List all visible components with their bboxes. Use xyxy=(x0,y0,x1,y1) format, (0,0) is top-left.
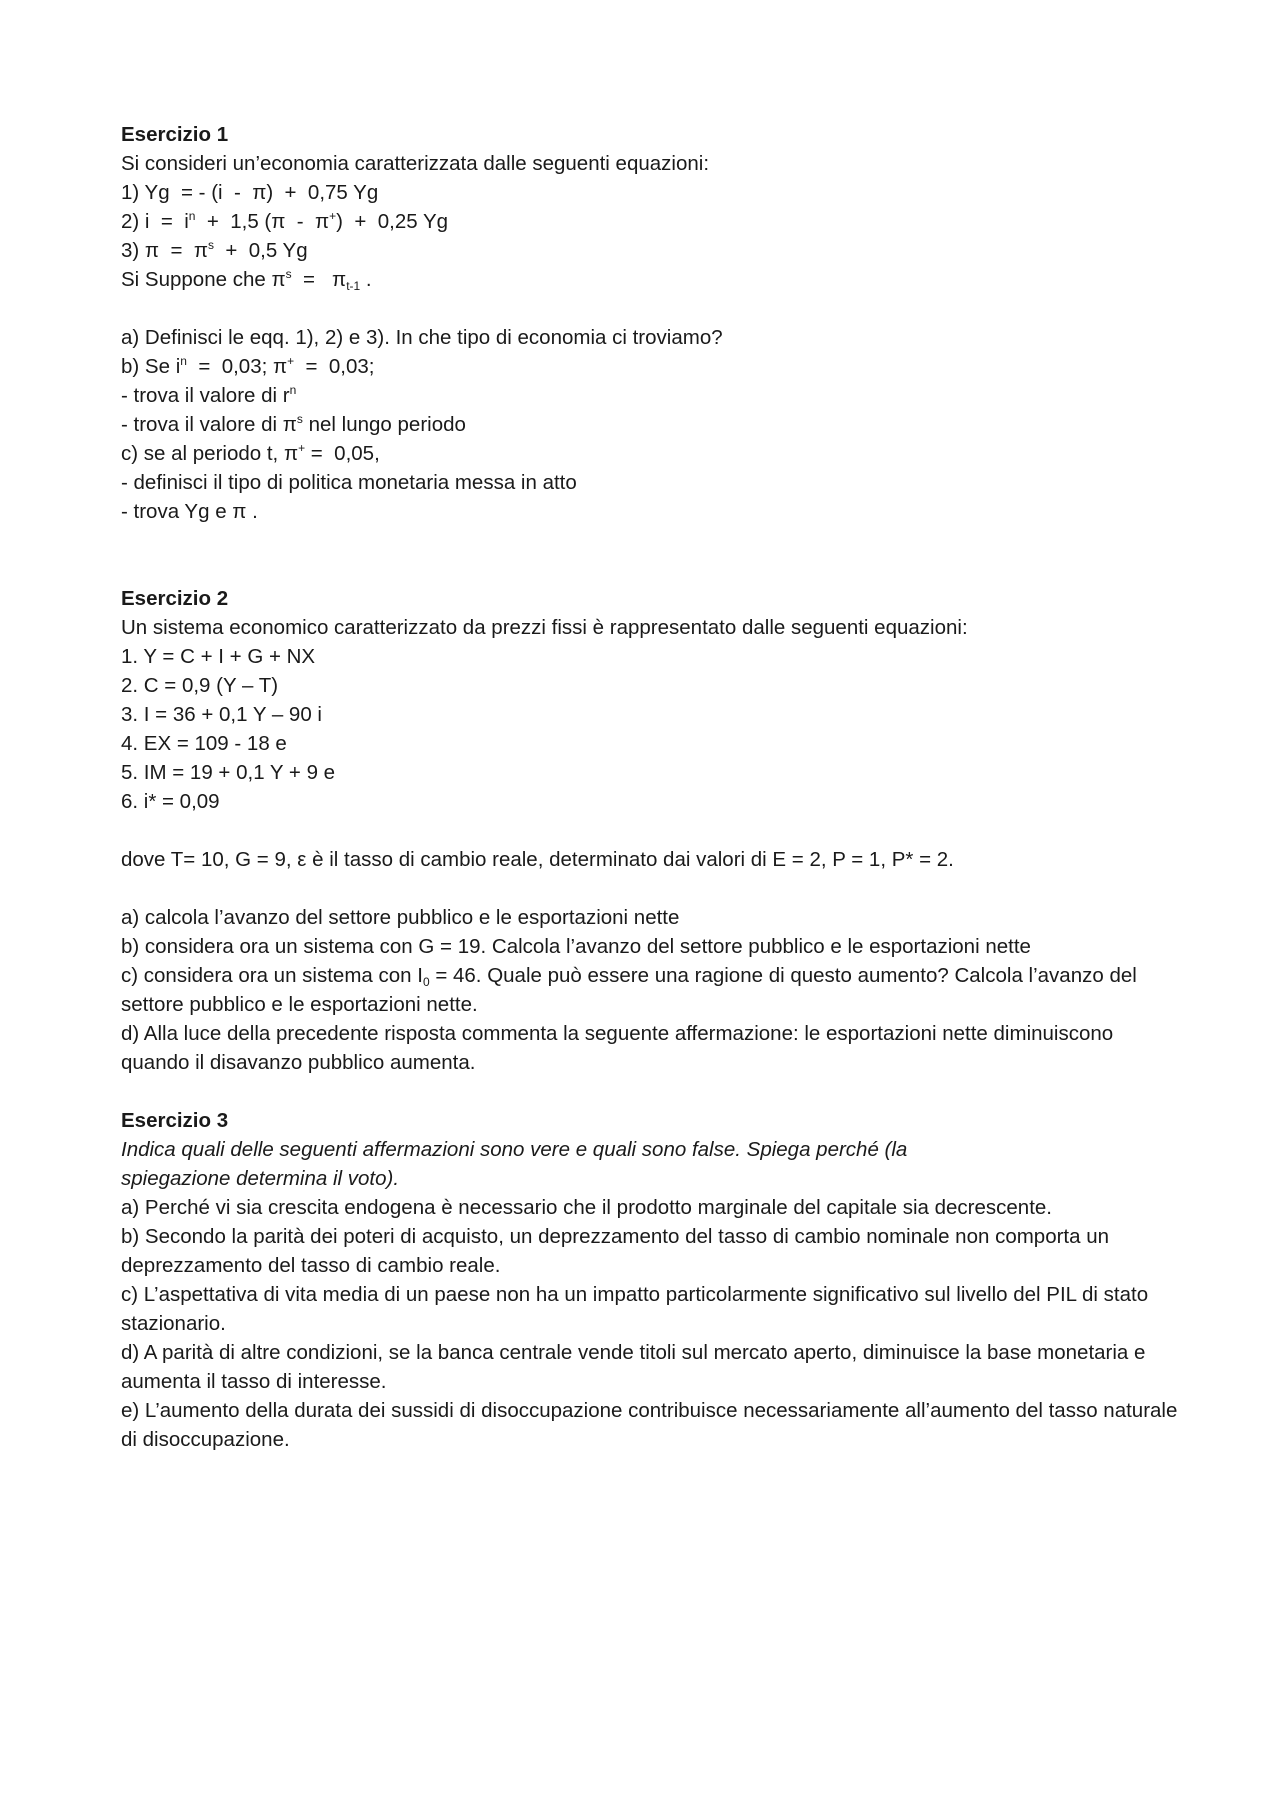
equation-3: 3) $\pi = \pi^s + 0,5$ Yg xyxy=(121,238,308,262)
question-b: b) Se $i^n = 0,03$; π+ = 0,03; xyxy=(121,354,375,378)
statement-item: b) Secondo la parità dei poteri di acquisto, un deprezzamento del tasso di cambio nominale non comporta un deprezzamento del tasso di cambio reale. xyxy=(121,1225,1110,1277)
exercise-3-title: Esercizio 3 xyxy=(121,1109,229,1132)
statement-item: e) L’aumento della durata dei sussidi di disoccupazione contribuisce necessariamente all’aumento del tasso naturale di disoccupazione. xyxy=(121,1399,1178,1451)
question-c-2: - trova Yg e π . xyxy=(121,500,258,523)
question-a: a) calcola l’avanzo del settore pubblico e le esportazioni nette xyxy=(121,906,680,929)
equation-list-item: 2. C = 0,9 (Y – T) xyxy=(121,674,279,697)
equation-1: 1) Yg = - (i - π) + 0,75 Yg xyxy=(121,181,379,204)
equation-list-item: 5. IM = 19 + 0,1 Y + 9 e xyxy=(121,761,336,784)
question-b-1: - trova il valore di $r^n$ xyxy=(121,383,297,407)
question-d: d) Alla luce della precedente risposta commenta la seguente affermazione: le esportazioni nette diminuiscono quando il disavanzo pubblico aumenta. xyxy=(121,1022,1114,1074)
statement-item: a) Perché vi sia crescita endogena è necessario che il prodotto marginale del capitale sia decrescente. xyxy=(121,1196,1052,1219)
statement-item: d) A parità di altre condizioni, se la banca centrale vende titoli sul mercato aperto, diminuisce la base monetaria e aumenta il tasso di interesse. xyxy=(121,1341,1146,1393)
assumption: Si Suppone che $\pi^s = \pi_{t-1}$ . xyxy=(121,267,372,293)
statement-item: c) L’aspettativa di vita media di un paese non ha un impatto particolarmente significativo sul livello del PIL di stato stazionario. xyxy=(121,1283,1149,1335)
question-c-1: - definisci il tipo di politica monetaria messa in atto xyxy=(121,471,577,494)
equation-list-item: 6. i* = 0,09 xyxy=(121,790,220,813)
exercise-1-intro: Si consideri un’economia caratterizzata dalle seguenti equazioni: xyxy=(121,152,710,175)
question-a: a) Definisci le eqq. 1), 2) e 3). In che tipo di economia ci troviamo? xyxy=(121,326,723,349)
exercise-2-title: Esercizio 2 xyxy=(121,587,229,610)
exercise-1 xyxy=(121,120,1181,526)
exercise-2-intro: Un sistema economico caratterizzato da prezzi fissi è rappresentato dalle seguenti equazioni: xyxy=(121,616,968,639)
instructions-line-2: spiegazione determina il voto). xyxy=(121,1167,400,1190)
question-c: c) considera ora un sistema con $I_0 = 46$. Quale può essere una ragione di questo aumento? Calcola l’avanzo del settore pubblico e le esportazioni nette. xyxy=(121,964,1137,1016)
parameters-note: dove T= 10, G = 9, ε è il tasso di cambio reale, determinato dai valori di E = 2, P = 1, P* = 2. xyxy=(121,848,954,871)
equation-list-item: 1. Y = C + I + G + NX xyxy=(121,645,316,668)
equation-2: 2) $i = i^n + 1,5$ (π - π+) + 0,25 Yg xyxy=(121,209,449,233)
instructions-line-1: Indica quali delle seguenti affermazioni sono vere e quali sono false. Spiega perché (la xyxy=(121,1138,908,1161)
equation-list-item: 4. EX = 109 - 18 e xyxy=(121,732,287,755)
question-b-2: - trova il valore di $\pi^s$ nel lungo periodo xyxy=(121,412,466,436)
document-page xyxy=(121,120,1181,1454)
exercise-3 xyxy=(121,1106,1181,1454)
question-c: c) se al periodo t, π+ = 0,05, xyxy=(121,441,380,465)
question-b: b) considera ora un sistema con G = 19. Calcola l’avanzo del settore pubblico e le esportazioni nette xyxy=(121,935,1031,958)
equation-list-item: 3. I = 36 + 0,1 Y – 90 i xyxy=(121,703,322,726)
exercise-2 xyxy=(121,584,1181,1077)
exercise-1-title: Esercizio 1 xyxy=(121,123,229,146)
